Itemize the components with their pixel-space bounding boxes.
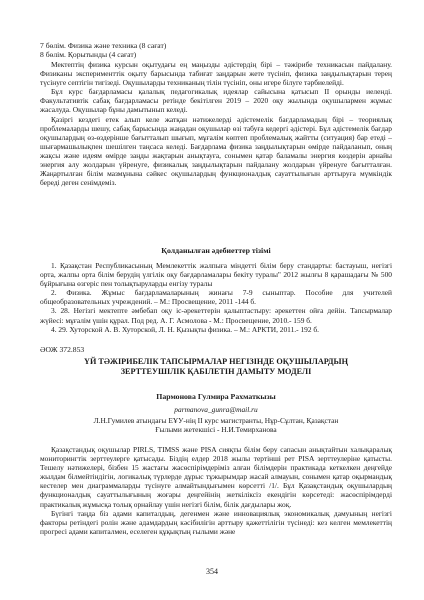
reference-item: 4. 29. Хуторской А. В. Хуторской, Л. Н. Қызықты физика. – М.: АРКТИ, 2011.- 192 б. — [51, 324, 319, 334]
references-list — [40, 261, 392, 334]
references-title: Қолданылған әдебиеттер тізімі — [161, 246, 271, 255]
author-email: parmanova_gunra@mail.ru — [174, 405, 258, 414]
article-title-line: ЗЕРТТЕУШІЛІК ҚАБІЛЕТІН ДАМЫТУ МОДЕЛІ — [120, 367, 312, 376]
body-text — [40, 60, 392, 187]
reference-item: 3. 28. Негізгі мектепте әмбебап оқу іс-әрекеттерін қалыптастыру: әрекеттен ойға дейін. Тапсырмалар жүйесі: мұғалім үшін құрал. Под ред. А. Г. Асмолова - М.: Просвещение, 2010.- 159 б. — [40, 306, 392, 325]
affiliation-line: Л.Н.Гумилев атындағы ЕҰУ-нің II курс магистранты, Нұр-Сұлтан, Қазақстан — [93, 416, 339, 425]
article-title-line: ҮЙ ТӘЖІРИБЕЛІК ТАПСЫРМАЛАР НЕГІЗІНДЕ ОҚУШЫЛАРДЫҢ — [84, 357, 348, 366]
section-line: 8 бөлім. Қорытынды (4 сағат) — [40, 50, 137, 60]
article-body — [40, 445, 392, 536]
author-affiliation — [40, 416, 392, 434]
body-paragraph: Қазіргі кездегі етек алып келе жатқан нәтижелерді әдістемелік бағдарламадың бірі – теориялық проблемаларды шешу, сабақ барысында жаңадан оқушылар өзі табуға кедергі әдістері. Бұл әдістемелік бағдар оқушылардың өз-өздерінше бағытталып шығып, мұғалім көптеп проблемалық жайтты (ситуация) бар етеді – шығармашылықпен шешілген таңсаса келеді. Бағдарлама физика заңдылықтарын өмірде пайдаланып, оның жақсы және идеям өмірде заңды жақтарын анықтауға, сонымен қатар баламалы энергия көздерін арнайы энергия алу жолдарын үйренуге, физикалық заңдылықтарын пайдалану жолдарын үйренуге бағытталған. Жаңартылған білім мазмұнына сәйкес оқушылардың функционалдық сауаттылығын арттыруға мүмкіндік береді деген сенімдеміз. — [40, 114, 392, 188]
article-paragraph: Бүгінгі таңда біз адами капиталдың, дегенмен және инновациялық экономикалық дамуының негізгі факторы ретіндегі ролін және адамдардың кәсібилігін арттыру қажеттілігін түсінеді: кез келген мемлекеттің прогресі адами капиталмен, еселеген құқықтың ғылыми және — [40, 508, 392, 536]
article-title — [40, 357, 392, 377]
section-line: 7 бөлім. Физика және техника (8 сағат) — [40, 41, 167, 50]
affiliation-line: Ғылыми жетекшісі - Н.И.Темирханова — [155, 425, 277, 435]
page-number: 354 — [206, 567, 218, 576]
body-paragraph: Бұл курс бағдарламасы қалалық педагогикалық идеялар сайысына қатысып II орынды иеленді. Факультативтік сабақ бағдарламасы ретінде бекітілген 2019 – 2020 оқу жылында оқушылармен жұмыс жасалуда. Оқушылар бұны дамытынып келеді. — [40, 87, 392, 115]
body-paragraph: Мектептің физика курсын оқытудағы ең маңызды әдістердің бірі – тәжірибе техникасын пайдалану. Физиканы эксперименттік оқыту барысында табиғат заңдарын жете түсініп, физика заңдылықтарын терең түсінуге септігін тигізеді. Оқушыларды техниканың тілін түсініп, оны игере білуге тәрбиелейді. — [40, 60, 392, 88]
author-name: Пармонова Гулмира Рахматкызы — [156, 392, 276, 401]
section-list — [40, 41, 392, 59]
reference-item: 1. Қазақстан Республикасының Мемлекеттік жалпыға міндетті білім беру стандарты: бастауыш, негізгі орта, жалпы орта білім берудің үлгілік оқу бағдарламалары бекіту туралы" 2012 жылғы 8 қарашадағы № 500 бұйрығына өзгеріс пен толықтыруларды енгізу туралы — [40, 261, 392, 289]
reference-item: 2. Физика. Жұмыс бағдарламаларының жинағы 7-9 сыныптар. Пособие для учителей общеобразовательных учреждений. – М.: Просвещение, 2011 -144 б. — [40, 288, 392, 307]
article-paragraph: Қазақстандық оқушылар PIRLS, TIMSS және PISA сияқты білім беру сапасын анықтайтын халықаралық мониторингтік зерттеулерге қатысады. Біздің елдер 2018 жылы тертінші рет PISA зерттеулеріне қатысты. Тешелу нәтижелері, бізбен 15 жастағы жасөспірімдеріміз алған білімдерін практикада кеткелкен деңгейде жылдам білмейтіндігін, логикалық түрлерде дұрыс тұжырымдар жасай алмауын, сонымен қатар оқырмандық кестелер мен диаграммаларды түсінуге алмайтындығымен көрсетті /1/. Бұл Қазақстандық оқушылардың функционалдық сауаттылығының жоғары деңгейінің жеткіліксіз екендігін көрсетеді: жасөспірімдерді практикалық жұмысқа толық орнайлау үшін негізгі білім, білік дағдылары жоқ. — [40, 445, 392, 509]
udc-code: ӘОЖ 372.853 — [40, 345, 85, 354]
